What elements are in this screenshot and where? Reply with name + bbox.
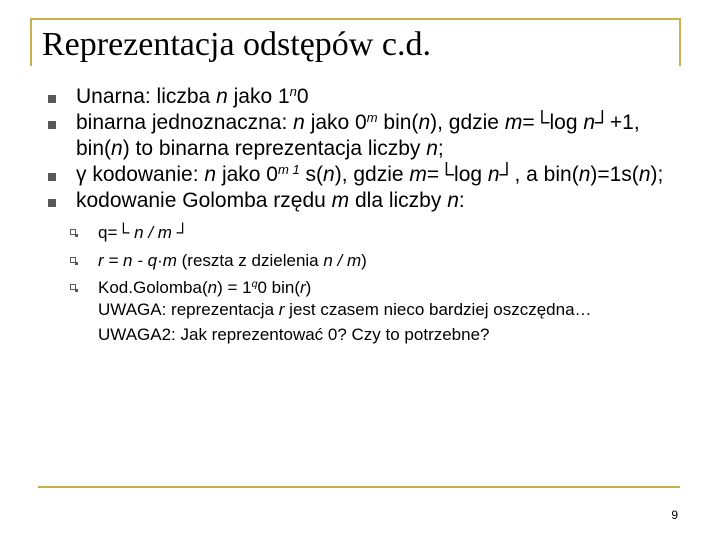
bullet-item-binary bbox=[48, 110, 668, 162]
frame-right-accent bbox=[679, 18, 681, 66]
expr-remainder: r = n - q bbox=[98, 250, 158, 270]
var-m: m bbox=[331, 189, 350, 212]
var-r: r bbox=[278, 299, 285, 319]
text: ) bbox=[361, 250, 367, 270]
text: =└log bbox=[426, 163, 488, 186]
var-n: n bbox=[323, 163, 335, 186]
text: ┘ bbox=[171, 223, 189, 242]
var-n: n bbox=[293, 111, 305, 134]
gamma-symbol: γ bbox=[76, 163, 87, 186]
text: Kod.Golomba( bbox=[98, 278, 208, 297]
var-n: n bbox=[204, 163, 217, 186]
text: ┘+1, bin( bbox=[76, 111, 640, 160]
var-n: n bbox=[487, 163, 500, 186]
slide-content bbox=[48, 84, 668, 346]
var-n: n bbox=[638, 163, 651, 186]
note-1 bbox=[48, 299, 668, 321]
text: jako 0 bbox=[304, 111, 367, 134]
text: ) = 1 bbox=[217, 278, 252, 297]
bullet-item-unary bbox=[48, 84, 668, 110]
text: ), gdzie bbox=[334, 163, 410, 186]
exponent: m bbox=[366, 109, 378, 125]
text: ), gdzie bbox=[430, 111, 505, 134]
exponent: m 1 bbox=[277, 161, 300, 177]
exponent: q bbox=[251, 278, 258, 291]
text: (reszta z dzielenia bbox=[176, 250, 324, 270]
text: 0 bin( bbox=[257, 278, 300, 297]
text: 0 bbox=[296, 85, 309, 108]
text: jest czasem nieco bardziej oszczędna… bbox=[284, 299, 592, 319]
text: s( bbox=[299, 163, 324, 186]
exponent: n bbox=[289, 83, 297, 99]
dot-operator: · bbox=[157, 250, 163, 270]
square-bullet-icon bbox=[48, 121, 56, 129]
square-bullet-icon bbox=[48, 95, 56, 103]
var-n: n bbox=[216, 85, 228, 108]
bullet-item-gamma bbox=[48, 162, 668, 188]
var-n: n bbox=[578, 163, 591, 186]
square-bullet-icon bbox=[48, 173, 56, 181]
page-number: 9 bbox=[671, 508, 678, 522]
var-n: n bbox=[583, 111, 596, 134]
var-m: m bbox=[409, 163, 427, 186]
text: )=1s( bbox=[590, 163, 639, 186]
text: =└log bbox=[522, 111, 584, 134]
text: : bbox=[458, 189, 465, 212]
text: kodowanie Golomba rzędu bbox=[76, 189, 332, 212]
bullet-item-golomb bbox=[48, 188, 668, 214]
text: q=└ bbox=[98, 223, 135, 242]
text: jako 1 bbox=[227, 85, 290, 108]
sub-item-quotient bbox=[48, 222, 668, 244]
expr-n-over-m: n / m bbox=[323, 250, 362, 270]
var-n: n bbox=[426, 137, 438, 160]
text: bin( bbox=[377, 111, 419, 134]
text: jako 0 bbox=[216, 163, 278, 186]
var-n: n bbox=[418, 111, 431, 134]
var-m: m bbox=[162, 250, 177, 270]
footer-rule bbox=[38, 486, 680, 488]
var-n: n bbox=[207, 278, 218, 297]
var-n: n bbox=[111, 137, 123, 160]
text: Unarna: liczba bbox=[76, 85, 217, 108]
box-bullet-icon bbox=[70, 229, 76, 235]
text: kodowanie: bbox=[86, 163, 205, 186]
text: ; bbox=[437, 137, 444, 160]
text: binarna jednoznaczna: bbox=[76, 111, 294, 134]
var-n: n bbox=[447, 189, 459, 212]
frame-top-rule bbox=[30, 18, 680, 20]
slide-title: Reprezentacja odstępów c.d. bbox=[42, 26, 431, 63]
expr-n-over-m: n / m bbox=[134, 223, 172, 242]
box-bullet-icon bbox=[70, 257, 76, 263]
text: UWAGA: reprezentacja bbox=[98, 299, 279, 319]
box-bullet-icon bbox=[70, 284, 76, 290]
text: dla liczby bbox=[349, 189, 448, 212]
var-m: m bbox=[504, 111, 523, 134]
text: ) bbox=[305, 278, 312, 297]
var-r: r bbox=[299, 278, 306, 297]
text: ) to binarna reprezentacja liczby bbox=[122, 137, 427, 160]
text: ┘, a bin( bbox=[499, 163, 579, 186]
sub-item-remainder bbox=[48, 250, 668, 272]
note-2: UWAGA2: Jak reprezentować 0? Czy to potrzebne? bbox=[98, 325, 490, 344]
sub-item-golomb-code bbox=[48, 277, 668, 299]
text: ); bbox=[650, 163, 664, 186]
frame-left-accent bbox=[30, 18, 32, 66]
square-bullet-icon bbox=[48, 199, 56, 207]
